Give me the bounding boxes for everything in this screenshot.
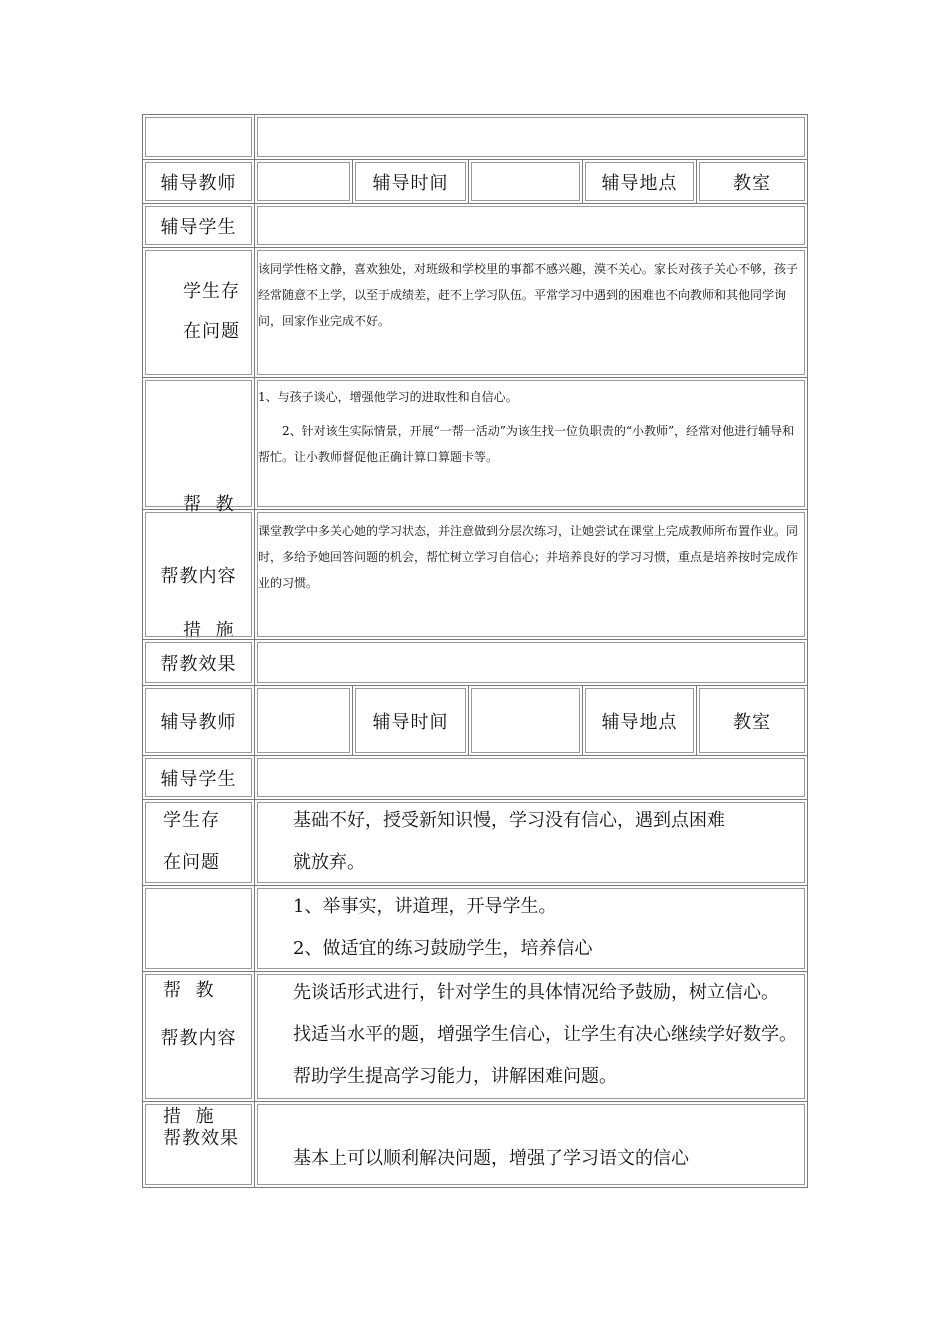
tutoring-record-table (142, 114, 808, 1188)
top-blank-row (142, 114, 808, 160)
teacher-value-cell-2[interactable] (255, 686, 353, 755)
content-2-line1: 先谈话形式进行，针对学生的具体情况给予鼓励，树立信心。 (293, 982, 779, 1003)
student-label-2: 辅导学生 (160, 768, 237, 790)
block2-problem-row (142, 800, 808, 886)
effect-value-cell[interactable] (255, 640, 807, 685)
student-value-cell-2[interactable] (255, 756, 807, 799)
place-label: 辅导地点 (601, 172, 678, 194)
measures-label-2-line2: 措 施 (163, 1106, 215, 1127)
effect-label-2: 帮教效果 (163, 1128, 239, 1149)
block1-content-row (142, 510, 808, 640)
measures-item-1: 1、与孩子谈心，增强他学习的进取性和自信心。 (258, 390, 518, 404)
block1-info-row (142, 160, 808, 204)
teacher-label: 辅导教师 (160, 172, 237, 194)
place-value-2: 教室 (733, 711, 771, 733)
measures-2-item-2: 2、做适宜的练习鼓励学生，培养信心 (293, 938, 593, 959)
content-text: 课堂教学中多关心她的学习状态，并注意做到分层次练习，让她尝试在课堂上完成教师所布置作业。同时，多给予她回答问题的机会，帮忙树立学习自信心；并培养良好的学习习惯，重点是培养按时完成作业的习惯。 (258, 524, 799, 590)
block1-effect-row (142, 640, 808, 686)
problem-label-line2: 在问题 (183, 321, 240, 342)
content-2-line3: 帮助学生提高学习能力，讲解困难问题。 (293, 1066, 617, 1087)
measures-label-line2: 措 施 (183, 620, 235, 641)
content-label-2: 帮教内容 (160, 1027, 237, 1049)
student-value-cell[interactable] (255, 204, 807, 247)
problem-2-line1: 基础不好，授受新知识慢，学习没有信心，遇到点困难 (293, 810, 725, 831)
teacher-value-cell[interactable] (255, 160, 353, 203)
measures-label-2-line1: 帮 教 (163, 980, 215, 1001)
time-label: 辅导时间 (372, 172, 449, 194)
measures-2-item-1: 1、举事实，讲道理，开导学生。 (293, 896, 557, 917)
place-label-2: 辅导地点 (601, 711, 678, 733)
measures-item-2: 2、针对该生实际情景，开展“一帮一活动”为该生找一位负职责的“小教师”，经常对他进行辅导和帮忙。让小教师督促他正确计算口算题卡等。 (258, 424, 795, 464)
block2-student-row (142, 756, 808, 800)
block1-problem-row (142, 248, 808, 378)
block1-student-row (142, 204, 808, 248)
problem-2-line2: 就放弃。 (293, 852, 365, 873)
problem-label-2-line1: 学生存 (163, 810, 220, 831)
problem-text: 该同学性格文静，喜欢独处，对班级和学校里的事都不感兴趣，漠不关心。家长对孩子关心不够，孩子经常随意不上学，以至于成绩差，赶不上学习队伍。平常学习中遇到的困难也不向教师和其他同学询问，回家作业完成不好。 (258, 262, 799, 328)
teacher-label-2: 辅导教师 (160, 711, 237, 733)
block2-effect-row (142, 1102, 808, 1188)
student-label: 辅导学生 (160, 216, 237, 238)
block2-info-row (142, 686, 808, 756)
problem-label-line1: 学生存 (183, 281, 240, 302)
measures-label-line1: 帮 教 (183, 494, 235, 515)
content-label: 帮教内容 (160, 565, 237, 587)
effect-2-text: 基本上可以顺利解决问题，增强了学习语文的信心 (293, 1148, 689, 1169)
problem-label-2-line2: 在问题 (163, 852, 220, 873)
effect-label: 帮教效果 (160, 653, 237, 675)
block2-content-row (142, 972, 808, 1102)
time-value-cell-2[interactable] (469, 686, 583, 755)
time-value-cell[interactable] (469, 160, 583, 203)
time-label-2: 辅导时间 (372, 711, 449, 733)
content-2-line2: 找适当水平的题，增强学生信心，让学生有决心继续学好数学。 (293, 1024, 797, 1045)
place-value: 教室 (733, 172, 771, 194)
